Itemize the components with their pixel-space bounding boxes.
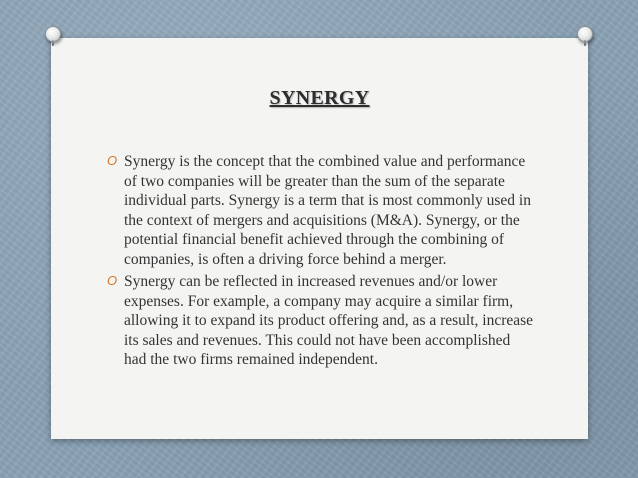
bullet-marker-icon: O [107,153,118,168]
pushpin-icon [45,26,61,42]
bullet-item [107,152,535,269]
pushpin-icon [577,26,593,42]
bullet-text: Synergy can be reflected in increased revenues and/or lower expenses. For example, a company may acquire a similar firm, allowing it to expand its product offering and, as a result, increase its sales and revenues. This could not have been accomplished had the two firms remained independent. [124,273,534,368]
bullet-item [107,272,535,370]
bullet-text: Synergy is the concept that the combined value and performance of two companies will be greater than the sum of the separate individual parts. Synergy is a term that is most commonly used in the context of mergers and acquisitions (M&A). Synergy, or the potential financial benefit achieved through the combining of companies, is often a driving force behind a merger. [124,153,531,268]
slide-title: SYNERGY [269,87,370,109]
bullet-list [107,152,535,373]
bullet-marker-icon: O [107,273,118,288]
